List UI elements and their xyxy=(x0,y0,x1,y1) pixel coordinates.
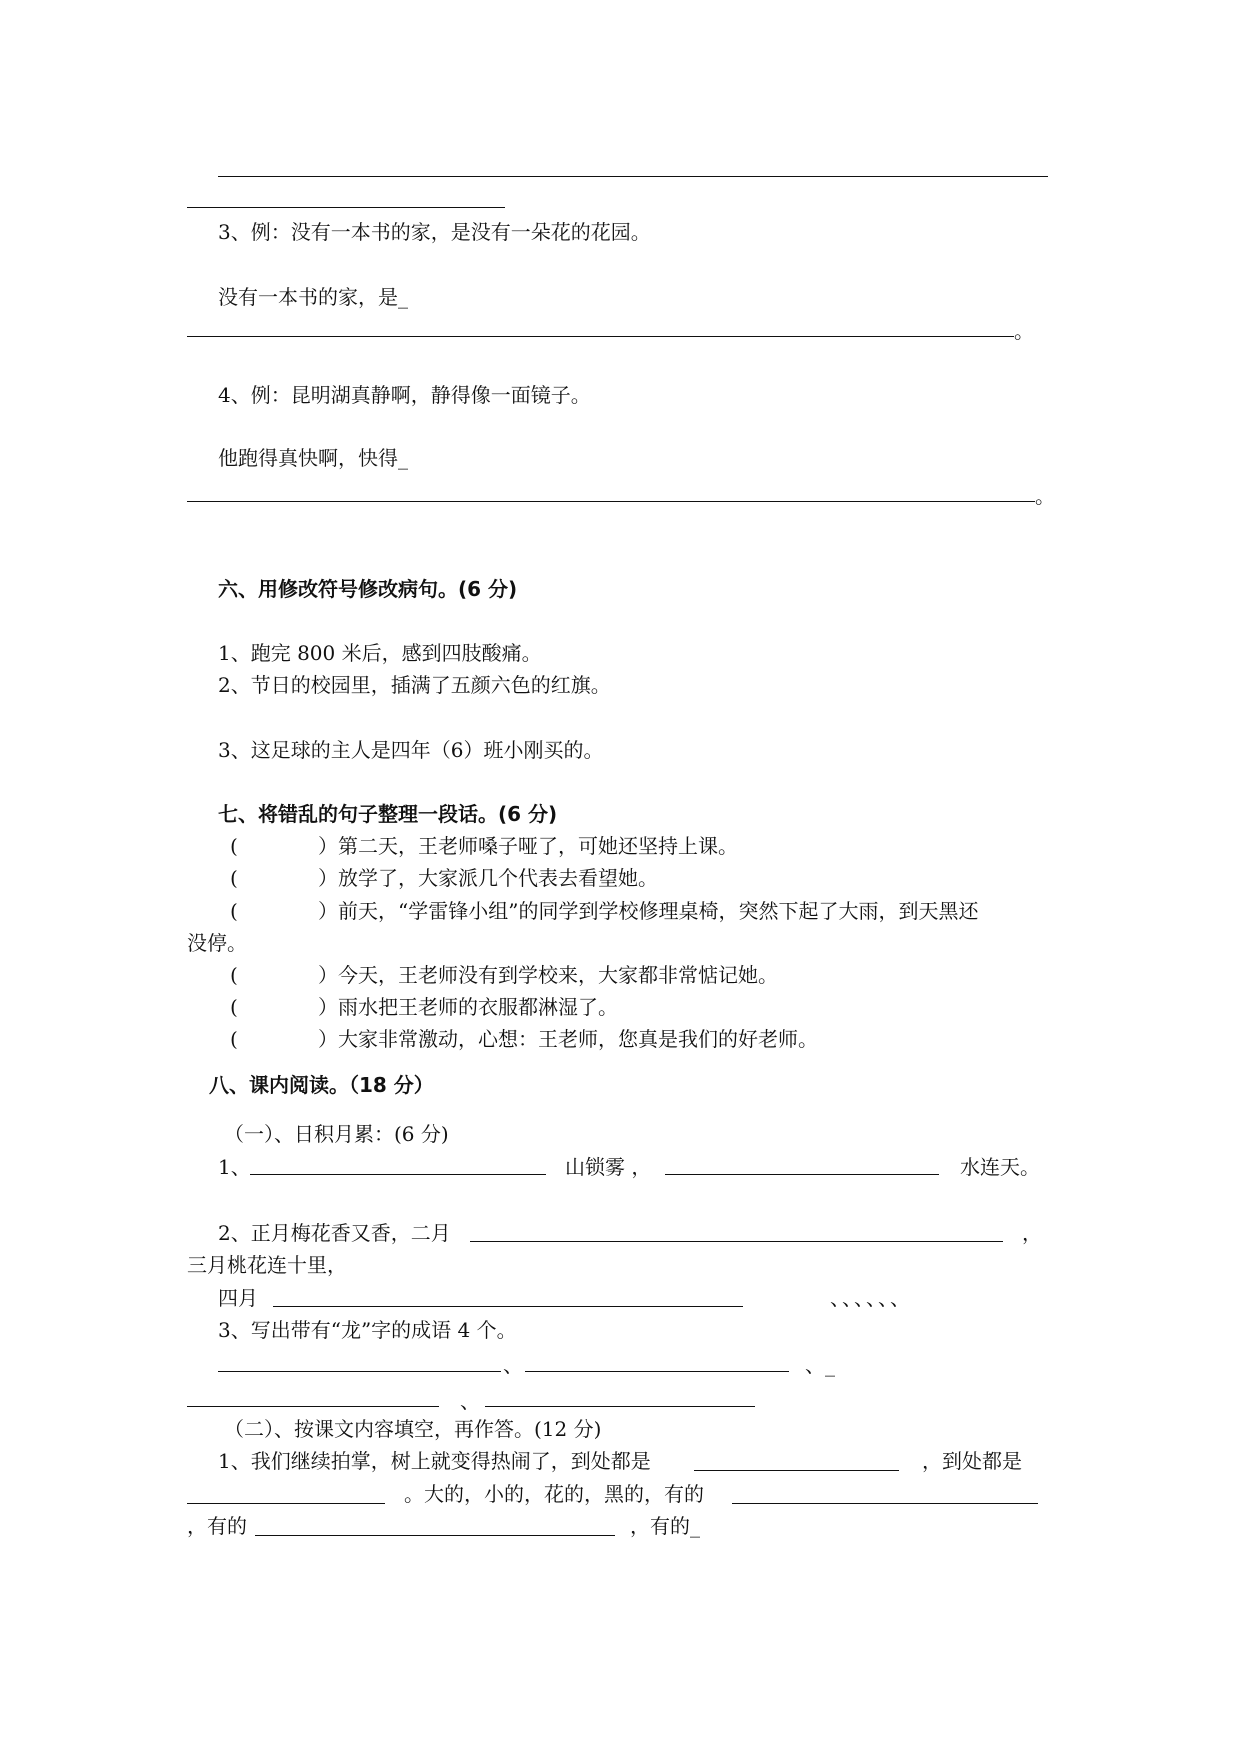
section7-item: ）前天，“学雷锋小组”的同学到学校修理桌椅，突然下起了大雨，到天黑还 xyxy=(318,899,979,923)
order-paren: ( xyxy=(230,866,238,890)
p2-q1-b: ，到处都是 xyxy=(922,1449,1022,1473)
answer-line[interactable] xyxy=(187,336,1014,337)
part1-heading: （一）、日积月累：(6 分) xyxy=(224,1122,449,1146)
section6-heading: 六、用修改符号修改病句。(6 分) xyxy=(218,577,518,601)
order-paren: ( xyxy=(230,995,238,1019)
section7-wrap: 没停。 xyxy=(187,931,247,955)
answer-line[interactable] xyxy=(187,1406,439,1407)
p1-q3-sep: 、_ xyxy=(805,1353,835,1377)
answer-line xyxy=(187,207,505,208)
section7-item: ）雨水把王老师的衣服都淋湿了。 xyxy=(318,995,618,1019)
answer-line[interactable] xyxy=(255,1535,615,1536)
section7-heading: 七、将错乱的句子整理一段话。(6 分) xyxy=(218,802,558,826)
order-paren: ( xyxy=(230,899,238,923)
order-paren: ( xyxy=(230,963,238,987)
section6-item: 1、跑完 800 米后，感到四肢酸痛。 xyxy=(218,641,542,665)
answer-line[interactable] xyxy=(273,1306,743,1307)
p2-q1-e: ，有的_ xyxy=(630,1514,700,1538)
p2-q1-a: 1、我们继续拍掌，树上就变得热闹了，到处都是 xyxy=(218,1449,651,1473)
p1-q3-text: 3、写出带有“龙”字的成语 4 个。 xyxy=(218,1318,517,1342)
p1-q3-sep: 、 xyxy=(503,1353,523,1377)
answer-line[interactable] xyxy=(218,1371,501,1372)
section7-item: ）第二天，王老师嗓子哑了，可她还坚持上课。 xyxy=(318,834,738,858)
answer-line[interactable] xyxy=(665,1174,939,1175)
p2-q1-d: ，有的 xyxy=(187,1514,247,1538)
answer-line[interactable] xyxy=(250,1174,546,1175)
order-paren: ( xyxy=(230,1027,238,1051)
answer-line[interactable] xyxy=(470,1241,1003,1242)
q4-end-mark: 。 xyxy=(1035,484,1055,508)
answer-line[interactable] xyxy=(187,1503,385,1504)
section7-item: ）放学了，大家派几个代表去看望她。 xyxy=(318,866,658,890)
p1-q1-mid: 山锁雾 ， xyxy=(565,1155,652,1179)
p1-q2-line3: 四月 xyxy=(218,1286,258,1310)
section6-item: 3、这足球的主人是四年（6）班小刚买的。 xyxy=(218,738,604,762)
answer-line[interactable] xyxy=(187,501,1035,502)
q4-example: 4、例：昆明湖真静啊，静得像一面镜子。 xyxy=(218,383,591,407)
section8-heading: 八、课内阅读。（18 分） xyxy=(209,1073,434,1097)
p1-q2-line2: 三月桃花连十里， xyxy=(187,1253,347,1277)
p1-q3-sep: 、 xyxy=(460,1389,480,1413)
answer-line xyxy=(218,176,1048,177)
answer-line[interactable] xyxy=(485,1406,755,1407)
answer-line[interactable] xyxy=(525,1371,789,1372)
p1-q2-marks: 、、、、、、 xyxy=(830,1286,912,1310)
p1-q2-comma: ， xyxy=(1022,1221,1042,1245)
answer-line[interactable] xyxy=(694,1470,899,1471)
p1-q1-num: 1、 xyxy=(218,1155,251,1179)
q4-prompt: 他跑得真快啊，快得_ xyxy=(218,446,408,470)
section7-item: ）今天，王老师没有到学校来，大家都非常惦记她。 xyxy=(318,963,778,987)
p2-q1-c: 。大的，小的，花的，黑的，有的 xyxy=(404,1482,704,1506)
p1-q2-start: 2、正月梅花香又香，二月 xyxy=(218,1221,451,1245)
section7-item: ）大家非常激动，心想：王老师，您真是我们的好老师。 xyxy=(318,1027,818,1051)
answer-line[interactable] xyxy=(732,1503,1038,1504)
q3-example: 3、例：没有一本书的家，是没有一朵花的花园。 xyxy=(218,220,651,244)
q3-end-mark: 。 xyxy=(1014,319,1034,343)
part2-heading: （二）、按课文内容填空，再作答。(12 分) xyxy=(224,1417,602,1441)
p1-q1-end: 水连天。 xyxy=(960,1155,1040,1179)
section6-item: 2、节日的校园里，插满了五颜六色的红旗。 xyxy=(218,673,611,697)
order-paren: ( xyxy=(230,834,238,858)
q3-prompt: 没有一本书的家，是_ xyxy=(218,285,408,309)
